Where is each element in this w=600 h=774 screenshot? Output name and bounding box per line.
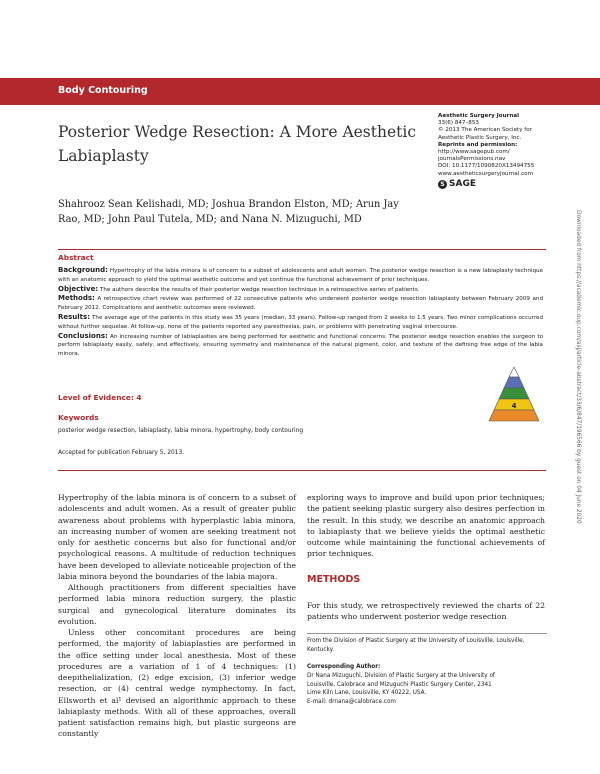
- body-paragraph: Hypertrophy of the labia minora is of concern to a subset of adolescents and adult women. As a result of greater public awareness about problems with hyperplastic labia minora, an increasing number of women are seeking treatment not only for aesthetic concerns but also for functional and/or psychological reasons. A multitude of reduction techniques have been developed to alleviate noticeable projection of the labia minora beyond the boundaries of the labia majora.: [58, 493, 296, 581]
- corresponding-line: Lime Kiln Lane, Louisville, KY 40222, USA.: [307, 690, 427, 697]
- body-paragraph: exploring ways to improve and build upon prior techniques; the patient seeking plastic surgery also desires perfection in the result. In this study, we describe an anatomic approach to labiaplasty that we believe yields the optimal aesthetic outcome while maintaining the functional achievements of prior techniques.: [307, 493, 545, 559]
- methods-column: [307, 600, 545, 623]
- evidence-pyramid: [483, 366, 545, 422]
- abstract-background: [58, 266, 543, 285]
- permissions-url[interactable]: journalsPermissions.nav: [438, 156, 506, 163]
- pyramid-level-5: [489, 410, 539, 421]
- section-banner-label: Body Contouring: [58, 85, 148, 96]
- journal-info: [438, 113, 578, 189]
- journal-name: Aesthetic Surgery Journal: [438, 113, 520, 119]
- body-paragraph: Although practitioners from different specialties have performed labia minora reduction surgery, the plastic surgical and gynecological literature dominates its evolution.: [58, 583, 296, 626]
- affiliation-text: From the Division of Plastic Surgery at the University of Louisville, Louisville, Kentucky.: [307, 638, 525, 653]
- abstract-text: Hypertrophy of the labia minora is of concern to a subset of adolescents and adult women. The posterior wedge resection is a new labiaplasty technique with an anatomic approach to yield the optimal aesthetic outcome and yet continue the functional achievement of prior techniques.: [58, 268, 543, 283]
- corresponding-email[interactable]: E-mail: drnana@calobrace.com: [307, 699, 396, 706]
- doi[interactable]: DOI: 10.1177/1090820X13494755: [438, 163, 535, 170]
- abstract-methods: [58, 294, 543, 313]
- methods-paragraph: For this study, we retrospectively reviewed the charts of 22 patients who underwent posterior wedge resection: [307, 601, 545, 622]
- corresponding-heading: Corresponding Author:: [307, 664, 381, 670]
- copyright-line-2: Aesthetic Plastic Surgery, Inc.: [438, 134, 522, 141]
- keywords-heading: Keywords: [58, 413, 99, 422]
- abstract-text: The average age of the patients in this study was 35 years (median, 33 years). Follow-up ranged from 2 weeks to 1.5 years. Two minor complications occurred without further sequelae. At follow-up, none of the patients reported any paresthesias, pain, or problems with penetrating vaginal intercourse.: [58, 314, 543, 330]
- body-paragraph: Unless other concomitant procedures are being performed, the majority of labiaplasties are performed in the office setting under local anesthesia. Most of these procedures are a variation of 1 of 4 techniques: (1) deepithelialization, (2) edge excision, (3) inferior wedge resection, or (4) central wedge nymphectomy. In fact, Ellsworth et al¹ devised an algorithmic approach to these labiaplasty methods. With all of these approaches, overall patient satisfaction remains high, but plastic surgeons are constantly: [58, 628, 296, 739]
- corresponding-line: Louisville, Calobrace and Mizuguchi Plastic Surgery Center, 2341: [307, 681, 492, 688]
- abstract-body: [58, 266, 543, 359]
- section-banner: [0, 78, 600, 105]
- corresponding-author: [307, 663, 547, 707]
- pyramid-level-2: [504, 377, 524, 388]
- reprints-label: Reprints and permission:: [438, 141, 518, 148]
- right-column: [307, 492, 545, 560]
- abstract-text: A retrospective chart review was performed of 22 consecutive patients who underwent posterior wedge resection labiaplasty between February 2009 and February 2012. Complications and aesthetic outcomes were reviewed.: [58, 296, 543, 312]
- abstract-conclusions: [58, 332, 543, 359]
- reprints-url[interactable]: http://www.sagepub.com/: [438, 149, 510, 156]
- corresponding-line: Dr Nana Mizuguchi, Division of Plastic Surgery at the University of: [307, 672, 495, 679]
- abstract-label: Objective:: [58, 284, 99, 293]
- journal-volume: 33(6) 847–853: [438, 120, 479, 127]
- abstract-objective: [58, 285, 543, 295]
- left-column: [58, 492, 296, 740]
- abstract-results: [58, 313, 543, 332]
- affiliation-note: [307, 637, 547, 655]
- journal-url[interactable]: www.aestheticsurgeryjournal.com: [438, 170, 534, 177]
- article-title: Posterior Wedge Resection: A More Aesthetic Labiaplasty: [58, 123, 417, 165]
- sage-logo-icon: S: [438, 180, 447, 189]
- download-watermark: Downloaded from https://academic.oup.com/asj/article-abstract/33/6/847/196566 by guest on 04 June 2020: [575, 210, 581, 524]
- accepted-date: Accepted for publication February 5, 2013.: [58, 450, 185, 456]
- pyramid-level-1: [509, 367, 519, 377]
- publisher-name: SAGE: [449, 178, 476, 189]
- author-list: Shahrooz Sean Kelishadi, MD; Joshua Brandon Elston, MD; Arun Jay Rao, MD; John Paul Tutela, MD; and Nana N. Mizuguchi, MD: [58, 199, 399, 225]
- level-of-evidence: Level of Evidence: 4: [58, 393, 142, 402]
- abstract-divider: [58, 249, 546, 250]
- abstract-label: Methods:: [58, 294, 95, 303]
- footnote-divider: [307, 633, 547, 634]
- copyright-line-1: © 2013 The American Society for: [438, 127, 532, 134]
- abstract-label: Results:: [58, 312, 90, 321]
- pyramid-level-3: [499, 388, 529, 399]
- abstract-text: The authors describe the results of their posterior wedge resection technique in a retrospective series of patients.: [99, 286, 420, 293]
- publisher-logo: [438, 180, 578, 189]
- abstract-heading: Abstract: [58, 253, 94, 262]
- header-divider: [58, 470, 546, 471]
- pyramid-level-label: 4: [511, 402, 517, 410]
- methods-heading: METHODS: [307, 574, 361, 585]
- abstract-label: Background:: [58, 266, 108, 274]
- abstract-label: Conclusions:: [58, 331, 108, 340]
- abstract-text: An increasing number of labiaplasties are being performed for aesthetic and functional concerns. The posterior wedge resection enables the surgeon to perform labiaplasty easily, safely, and effectively, ensuring symmetry and maintenance of the natural pigment, color, and texture of the defining free edge of the labia minora.: [58, 333, 543, 358]
- keywords-list: posterior wedge resection, labiaplasty, labia minora, hypertrophy, body contouring: [58, 428, 304, 434]
